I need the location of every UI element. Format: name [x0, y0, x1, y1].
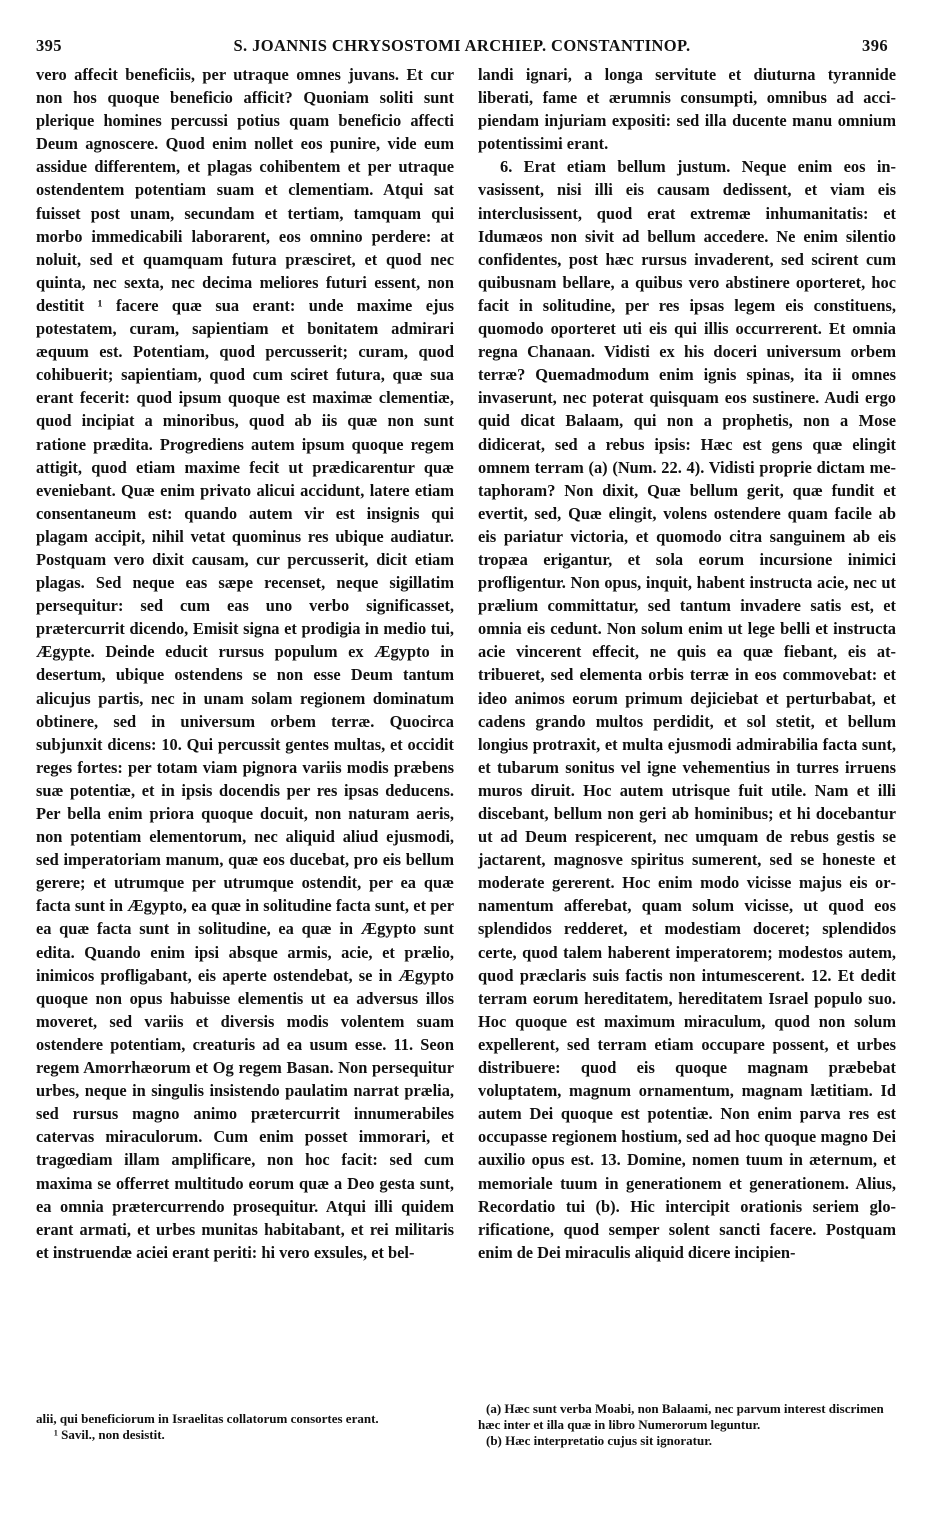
right-footnote-b: (b) Hæc interpretatio cujus sit ignoratur.: [486, 1433, 713, 1448]
right-column: [478, 63, 896, 1264]
right-footnotes: [478, 1401, 896, 1449]
right-footnote-a: (a) Hæc sunt verba Moabi, non Balaami, nec parvum interest discrimen hæc inter et illa quæ in libro Numerorum leguntur.: [478, 1401, 884, 1432]
page-header: [36, 36, 888, 60]
left-note-continuation: alii, qui beneficiorum in Israelitas collatorum consortes erant.: [36, 1411, 379, 1426]
page-number-left: 395: [36, 36, 62, 55]
right-paragraph: landi ignari, a longa servitute et diuturna tyrannide liberati, fame et ærumnis consumpti, omnibus ad accipiendam injuriam expositi: sed illa ducente manu omnium potentissimi erant.: [478, 65, 896, 154]
right-paragraph: 6. Erat etiam bellum justum. Neque enim eos invasissent, nisi illi eis causam dedissent, et viam eis interclusissent, quod erat extremæ inhumanitatis: et Idumæos non sivit ad bellum accedere. Ne enim silentio confidentes, post hæc rursus invaderent, sed scirent cum quibusnam bellare, a quibus vero abstinere oporteret, hoc facit in solitudine, per res ipsas legem eis constituens, quomodo oporteret uti eis qui illis occurrerent. Et omnia regna Chanaan. Vidisti ex his doceri universum orbem terræ? Quemadmodum enim ignis spinas, ita ii omnes invaserunt, nec poterat quisquam eos sustinere. Audi ergo quid dicat Balaam, qui non a prophetis, non a Mose didicerat, sed a rebus ipsis: Hæc est gens quæ elingit omnem terram (a) (Num. 22. 4). Vidisti proprie dictam metaphoram? Non dixit, Quæ bellum gerit, quæ fundit et evertit, sed, Quæ elingit, volens ostendere quam facile ab eis pariatur victoria, et quomodo citra sanguinem ab eis tropæa erigantur, et sola eorum incursione inimici profligentur. Non opus, inquit, habent instructa acie, nec ut prælium committatur, sed tantum invadere satis est, et omnia eis cedunt. Non solum enim ut lege belli et instructa acie vincerent effecit, ne quis ea quæ fiebant, eis attribueret, sed elementa orbis terræ in eos commovebat: et ideo animos eorum primum dejiciebat et perturbabat, et cadens grando multos perdidit, et sol stetit, et bellum longius protraxit, et multa ejusmodi admirabilia facta sunt, et tubarum sonitus vel igne vehementius in turres irruens muros diruit. Hoc autem utrisque fuit utile. Nam et illi discebant, bellum non geri ab hominibus; et hi docebantur ut ad Deum respicerent, nec umquam de rebus gestis se jactarent, magnosve spiritus sumerent, sed se honeste et moderate gererent. Hoc enim modo vicisse majus eis ornamentum afferebat, quam solum vicisse, ut quod eos splendidos redderet, et modestiam doceret; splendidos certe, quod talem haberent imperatorem; modestos autem, quod præclaris suis factis non intumescerent. 12. Et dedit terram eorum hereditatem, hereditatem Israel populo suo. Hoc quoque est maximum miraculum, quod non solum expellerent, sed terram etiam occupare possent, et urbes distribuere: quod eis quoque magnam præbebat voluptatem, magnum ornamentum, magnam lætitiam. Id autem Dei quoque est potentiæ. Non enim parva res est occupasse regionem hostium, sed ad hoc quoque magno Dei auxilio opus est. 13. Domine, nomen tuum in æternum, et memoriale tuum in generationem et generationem. Alius, Recordatio tui (b). Hic intercipit orationis seriem glorificatione, quod semper solent sancti facere. Postquam enim de Dei miraculis aliquid dicere incipien-: [478, 157, 896, 1262]
left-footnotes: [36, 1411, 454, 1443]
left-footnote: ¹ Savil., non desistit.: [54, 1427, 165, 1442]
left-column: [36, 63, 454, 1264]
page-number-right: 396: [862, 36, 888, 55]
left-paragraph: vero affecit beneficiis, per utraque omnes juvans. Et cur non hos quoque beneficio afficit? Quoniam soliti sunt plerique homines percussi potius quam beneficio affecti Deum agnoscere. Quod enim nollet eos punire, vide eum assidue differentem, et plagas cohibentem et per utraque ostendentem potentiam suam et clementiam. Atqui sat fuisset post unam, secundam et tertiam, tamquam qui morbo immedicabili laborarent, eos omnino perdere: at noluit, sed et quamquam futura præsciret, et quod nec quinta, nec sexta, nec decima meliores futuri essent, non destitit ¹ facere quæ sua erant: unde maxime ejus potestatem, curam, sapientiam et bonitatem admirari æquum est. Potentiam, quod percusserit; curam, quod cohibuerit; sapientiam, quod cum sciret futura, quæ sua erant fecerit: quod ipsum quoque est maximæ clementiæ, quod incipiat a minoribus, quod ab iis quæ non sunt ratione prædita. Progrediens autem ipsum quoque regem attigit, quod etiam maxime fecit ut prædicarentur quæ eveniebant. Quæ enim privato alicui accidunt, latere etiam consentaneum est: quando autem vir est insignis qui plagam accipit, nihil vetat quominus res ubique audiatur. Postquam vero dixit causam, cur percusserit, dicit etiam plagas. Sed neque eas sæpe recenset, neque sigillatim persequitur: sed cum eas uno verbo significasset, prætercurrit dicendo, Emisit signa et prodigia in medio tui, Ægypte. Deinde educit rursus populum ex Ægypto in desertum, ubique ostendens se non esse Deum tantum alicujus partis, nec in unam solam regionem dominatum obtinere, sed in universum orbem terræ. Quocirca subjunxit dicens: 10. Qui percussit gentes multas, et occidit reges fortes: per totam viam pignora variis modis præbens suæ potentiæ, et in ipsis docendis per res ipsas deducens. Per bella enim priora quoque docuit, non naturam aeris, non potentiam elementorum, nec aliquid aliud ejusmodi, sed imperatoriam manum, quæ eos ducebat, pro eis bellum gerere; et utrumque per utrumque ostendit, per ea quæ facta sunt in Ægypto, ea quæ in solitudine facta sunt, et per ea quæ facta sunt in solitudine, ea quæ in Ægypto sunt edita. Quando enim ipsi absque armis, acie, et prælio, inimicos profligabant, eis aperte ostendebat, se in Ægypto quoque non opus habuisse elementis ut ea adversus illos moveret, sed variis et diversis modis volentem suam ostendere potentiam, creaturis ad ea usum esse. 11. Seon regem Amorrhæorum et Og regem Basan. Non persequitur urbes, neque in singulis insistendo paulatim narrat prælia, sed rursus magno animo prætercurrit innumerabiles catervas miraculorum. Cum enim posset immorari, et tragœdiam illam amplificare, non hoc facit: sed cum maxima se offerret multitudo eorum quæ a Deo gesta sunt, ea omnia prætercurrendo prosequitur. Atqui illi quidem erant armati, et urbes munitas habitabant, et rei militaris et instruendæ aciei erant periti: hi vero exsules, et bel-: [36, 65, 454, 1262]
running-title: S. JOANNIS CHRYSOSTOMI ARCHIEP. CONSTANTINOP.: [233, 36, 691, 55]
